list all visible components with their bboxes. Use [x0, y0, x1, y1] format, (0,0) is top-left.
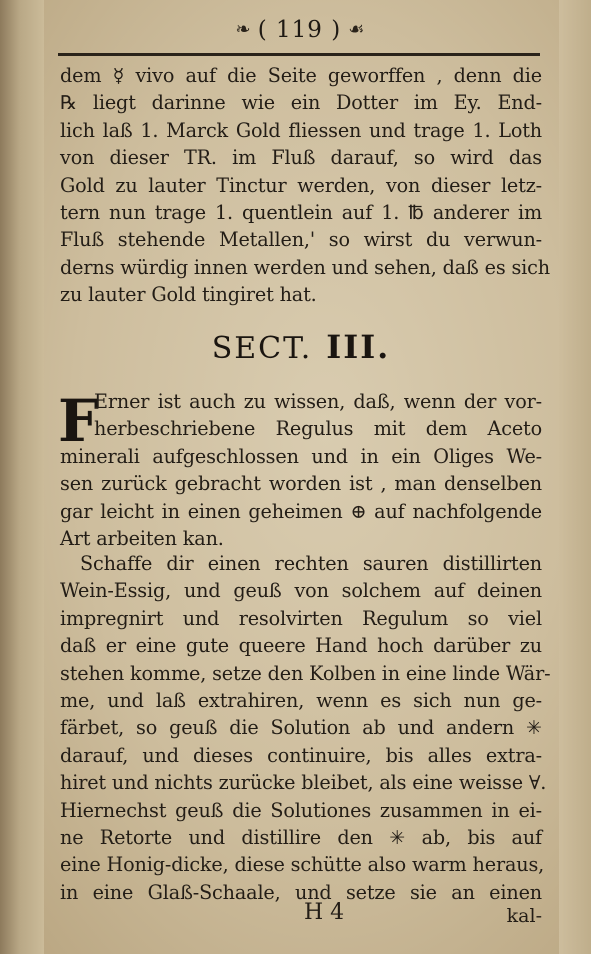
text-line: gar leicht in einen geheimen ⊕ auf nachfolgende: [60, 499, 542, 523]
section-number: III.: [326, 328, 391, 366]
text-line: Erner ist auch zu wissen, daß, wenn der vor-: [94, 390, 542, 413]
section-heading: [60, 322, 542, 372]
text-line: zu lauter Gold tingiret hat.: [60, 283, 317, 307]
text-line: Art arbeiten kan.: [60, 526, 224, 550]
text-line: sen zurück gebracht worden ist , man denselben: [60, 472, 542, 496]
text-line: darauf, und dieses continuire, bis alles extra-: [60, 743, 542, 767]
text-line: ne Retorte und distillire den ✳ ab, bis auf: [60, 825, 542, 849]
catchword: kal-: [506, 905, 542, 927]
signature-mark: H 4: [304, 900, 345, 925]
text-line: minerali aufgeschlossen und in ein Oliges We-: [60, 444, 542, 468]
drop-cap: F: [58, 387, 100, 455]
paragraph-2: [60, 388, 542, 552]
text-line: derns würdig innen werden und sehen, daß es sich: [60, 255, 550, 279]
text-line: daß er eine gute queere Hand hoch darüber zu: [60, 634, 542, 658]
paragraph-1: [60, 62, 550, 309]
text-line: färbet, so geuß die Solution ab und andern ✳: [60, 716, 542, 740]
ornament-left-icon: ❧: [235, 19, 251, 40]
running-header: [60, 10, 540, 52]
paragraph-3: [60, 550, 551, 906]
text-line: tern nun trage 1. quentlein auf 1. ℔ anderer im: [60, 200, 542, 224]
text-line: lich laß 1. Marck Gold fliessen und trage 1. Loth: [60, 118, 542, 142]
text-line: hiret und nichts zurücke bleibet, als eine weisse ∀.: [60, 771, 547, 795]
text-line: impregnirt und resolvirten Regulum so viel: [60, 606, 542, 630]
ornament-right-icon: ☙: [348, 19, 365, 40]
header-rule: [58, 53, 540, 56]
text-line: in eine Glaß-Schaale, und setze sie an einen: [60, 880, 542, 904]
text-line: ℞ liegt darinne wie ein Dotter im Ey. End-: [60, 91, 542, 115]
text-line: me, und laß extrahiren, wenn es sich nun ge-: [60, 688, 542, 712]
text-line: Schaffe dir einen rechten sauren distillirten: [80, 552, 542, 575]
section-label: SECT.: [211, 331, 313, 366]
page-gutter-shadow: [0, 0, 44, 954]
text-line: Hiernechst geuß die Solutiones zusammen in ei-: [60, 798, 542, 822]
text-line: von dieser TR. im Fluß darauf, so wird das: [60, 146, 542, 170]
page-footer: [60, 896, 542, 930]
text-line: Fluß stehende Metallen,' so wirst du verwun-: [60, 228, 542, 252]
text-line: eine Honig-dicke, diese schütte also warm heraus,: [60, 853, 545, 877]
text-line: Wein-Essig, und geuß von solchem auf deinen: [60, 579, 542, 603]
page-edge: [559, 0, 591, 954]
text-line: stehen komme, setze den Kolben in eine linde Wär-: [60, 661, 551, 685]
text-line: dem ☿ vivo auf die Seite geworffen , denn die: [60, 64, 542, 87]
page-number: ( 119 ): [257, 17, 342, 43]
text-line: herbeschriebene Regulus mit dem Aceto: [94, 417, 542, 441]
text-line: Gold zu lauter Tinctur werden, von dieser letz-: [60, 173, 542, 197]
